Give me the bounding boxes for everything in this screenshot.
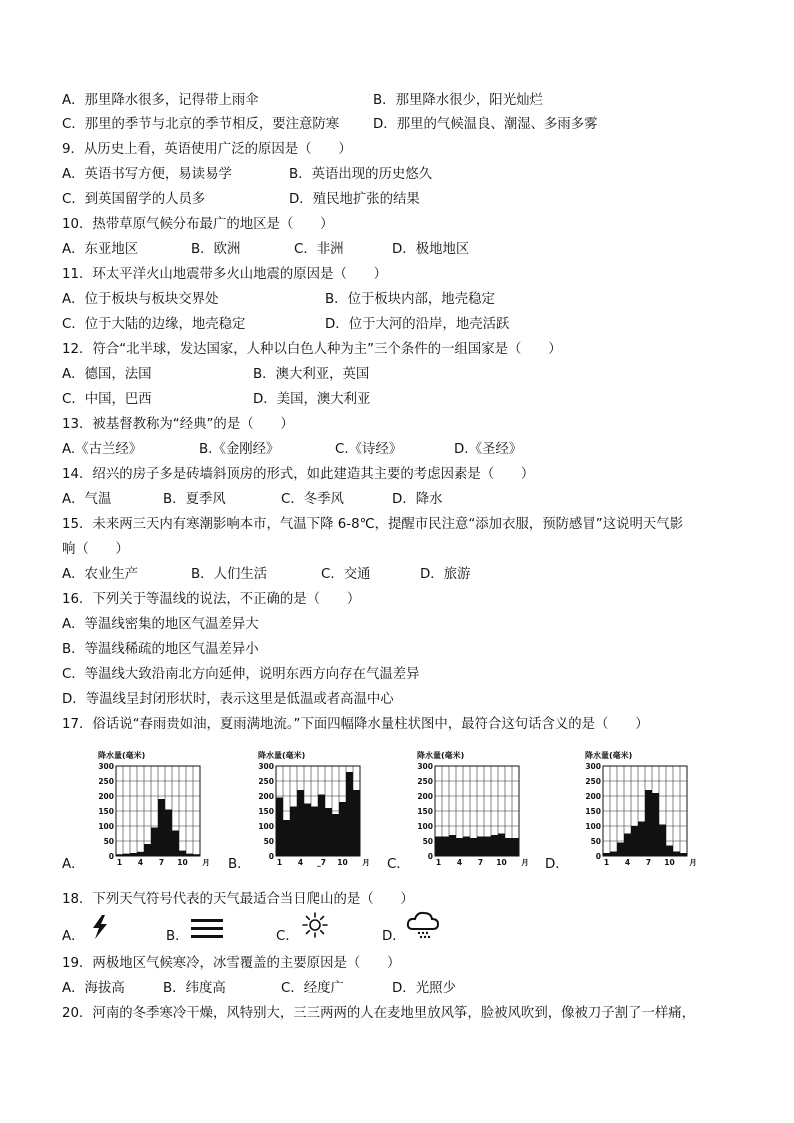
bar <box>666 846 673 857</box>
y-tick-label: 250 <box>98 777 114 786</box>
y-tick-label: 0 <box>268 852 274 861</box>
y-tick-label: 100 <box>98 822 114 831</box>
answer-option: C．位于大陆的边缘，地壳稳定 <box>62 317 246 332</box>
bar <box>491 835 498 856</box>
question-text: 17．俗话说“春雨贵如油，夏雨满地流。”下面四幅降水量柱状图中，最符合这句话含义的是（ ） <box>62 717 649 732</box>
answer-option: C．经度广 <box>281 981 344 996</box>
answer-option: D．降水 <box>392 492 443 507</box>
answer-option: D．旅游 <box>420 567 471 582</box>
x-tick-label: 月 <box>521 858 529 867</box>
bar <box>463 837 470 857</box>
y-tick-label: 100 <box>585 822 601 831</box>
bar <box>484 837 491 857</box>
chart-b <box>228 746 388 876</box>
y-tick-label: 50 <box>103 837 114 846</box>
y-tick-label: 300 <box>258 762 274 771</box>
answer-option: B.《金刚经》 <box>199 442 280 457</box>
bar <box>470 838 477 856</box>
bar <box>346 772 353 856</box>
bar <box>610 852 617 857</box>
question-text: 15．未来两三天内有寒潮影响本市，气温下降 6-8℃，提醒市民注意“添加衣服，预防感冒”这说明天气影 <box>62 517 684 532</box>
answer-option: D．位于大河的沿岸，地壳活跃 <box>325 317 510 332</box>
answer-option: A.《古兰经》 <box>62 442 143 457</box>
chart-a-svg <box>90 746 220 876</box>
answer-option: D.《圣经》 <box>454 442 523 457</box>
x-tick-label: 7 <box>645 858 652 867</box>
question-text: 19．两极地区气候寒冷，冰雪覆盖的主要原因是（ ） <box>62 956 401 971</box>
x-tick-label: 7 <box>477 858 484 867</box>
y-tick-label: 150 <box>585 807 601 816</box>
bar <box>680 853 687 856</box>
chart-d <box>545 746 705 876</box>
question-text: A．等温线密集的地区气温差异大 <box>62 617 259 632</box>
bar <box>456 838 463 856</box>
answer-option: A．德国，法国 <box>62 367 152 382</box>
answer-option: A．气温 <box>62 492 112 507</box>
y-tick-label: 150 <box>98 807 114 816</box>
bar <box>116 854 123 856</box>
bar <box>353 790 360 856</box>
x-tick-label: 10 <box>337 858 348 867</box>
question-text: 14．绍兴的房子多是砖墙斜顶房的形式，如此建造其主要的考虑因素是（ ） <box>62 467 535 482</box>
y-tick-label: 0 <box>595 852 601 861</box>
bar <box>624 834 631 857</box>
y-tick-label: 300 <box>585 762 601 771</box>
bar <box>297 790 304 856</box>
bar <box>603 853 610 856</box>
x-tick-label: 1 <box>603 858 610 867</box>
question-text: C．等温线大致沿南北方向延伸，说明东西方向存在气温差异 <box>62 667 420 682</box>
bar <box>442 837 449 857</box>
answer-option: C．冬季风 <box>281 492 344 507</box>
question-text: 18．下列天气符号代表的天气最适合当日爬山的是（ ） <box>62 892 414 907</box>
bar <box>435 837 442 857</box>
y-tick-label: 200 <box>417 792 433 801</box>
bar <box>631 826 638 856</box>
chart-ylabel: 降水量(毫米) <box>585 751 633 760</box>
answer-option: B．位于板块内部，地壳稳定 <box>325 292 495 307</box>
answer-option: B．欧洲 <box>191 242 241 257</box>
bar <box>617 843 624 857</box>
answer-option: A．东亚地区 <box>62 242 139 257</box>
sunny-icon <box>302 912 328 938</box>
answer-option: B．纬度高 <box>163 981 226 996</box>
bar <box>172 831 179 857</box>
bar <box>477 837 484 857</box>
answer-option: B．英语出现的历史悠久 <box>289 167 433 182</box>
chart-option-label: B． <box>228 857 251 872</box>
chart-ylabel: 降水量(毫米) <box>98 751 146 760</box>
bar <box>304 804 311 857</box>
snow-rain-icon <box>406 910 440 940</box>
chart-b-svg <box>250 746 380 876</box>
x-tick-label: 4 <box>297 858 304 867</box>
bar <box>137 852 144 856</box>
answer-option: B．那里降水很少，阳光灿烂 <box>373 93 543 108</box>
answer-option: A．英语书写方便，易读易学 <box>62 167 232 182</box>
x-tick-label: 1 <box>276 858 283 867</box>
question-text: 10．热带草原气候分布最广的地区是（ ） <box>62 217 334 232</box>
bar <box>673 852 680 857</box>
bar <box>449 835 456 856</box>
question-text: 12．符合“北半球，发达国家，人种以白色人种为主”三个条件的一组国家是（ ） <box>62 342 562 357</box>
y-tick-label: 50 <box>263 837 274 846</box>
bar <box>165 810 172 857</box>
y-tick-label: 250 <box>417 777 433 786</box>
bar <box>276 798 283 857</box>
bar <box>283 820 290 856</box>
answer-option: A．位于板块与板块交界处 <box>62 292 219 307</box>
answer-option: A．那里降水很多，记得带上雨伞 <box>62 93 259 108</box>
x-tick-label: 10 <box>664 858 675 867</box>
question-text: 响（ ） <box>62 542 129 557</box>
x-tick-label: 4 <box>456 858 463 867</box>
y-tick-label: 150 <box>417 807 433 816</box>
chart-ylabel: 降水量(毫米) <box>417 751 465 760</box>
bar <box>123 854 130 856</box>
y-tick-label: 100 <box>417 822 433 831</box>
answer-option: C.《诗经》 <box>335 442 403 457</box>
bar <box>158 799 165 856</box>
bar <box>638 822 645 857</box>
bar <box>659 825 666 857</box>
bar <box>193 854 200 856</box>
bar <box>498 834 505 857</box>
answer-option: B．夏季风 <box>163 492 226 507</box>
x-tick-label: 1 <box>435 858 442 867</box>
y-tick-label: 100 <box>258 822 274 831</box>
x-tick-label: _7 <box>317 858 326 867</box>
y-tick-label: 300 <box>417 762 433 771</box>
question-text: B．等温线稀疏的地区气温差异小 <box>62 642 259 657</box>
x-tick-label: 月 <box>202 858 210 867</box>
bar <box>325 808 332 856</box>
y-tick-label: 0 <box>427 852 433 861</box>
bar <box>512 838 519 856</box>
answer-option: D．那里的气候温良、潮湿、多雨多雾 <box>373 117 598 132</box>
bar <box>186 854 193 856</box>
answer-option: B．澳大利亚，英国 <box>253 367 370 382</box>
answer-option: D．殖民地扩张的结果 <box>289 192 420 207</box>
y-tick-label: 150 <box>258 807 274 816</box>
y-tick-label: 200 <box>585 792 601 801</box>
y-tick-label: 50 <box>422 837 433 846</box>
fog-icon <box>190 917 224 941</box>
question-text: 11．环太平洋火山地震带多火山地震的原因是（ ） <box>62 267 388 282</box>
bar <box>339 802 346 856</box>
x-tick-label: 月 <box>362 858 370 867</box>
symbol-label-a: A． <box>62 929 85 944</box>
chart-ylabel: 降水量(毫米) <box>258 751 306 760</box>
bar <box>318 795 325 857</box>
answer-option: D．美国，澳大利亚 <box>253 392 371 407</box>
chart-option-label: D． <box>545 857 569 872</box>
x-tick-label: 7 <box>158 858 165 867</box>
answer-option: D．光照少 <box>392 981 456 996</box>
bar <box>130 853 137 856</box>
bar <box>290 807 297 857</box>
y-tick-label: 50 <box>590 837 601 846</box>
x-tick-label: 10 <box>177 858 188 867</box>
y-tick-label: 250 <box>258 777 274 786</box>
answer-option: C．那里的季节与北京的季节相反，要注意防寒 <box>62 117 340 132</box>
y-tick-label: 200 <box>258 792 274 801</box>
y-tick-label: 0 <box>108 852 114 861</box>
bar <box>151 828 158 857</box>
question-text: D．等温线呈封闭形状时，表示这里是低温或者高温中心 <box>62 692 394 707</box>
chart-option-label: A． <box>62 857 85 872</box>
answer-option: B．人们生活 <box>191 567 268 582</box>
answer-option: C．中国，巴西 <box>62 392 152 407</box>
answer-option: D．极地地区 <box>392 242 470 257</box>
x-tick-label: 4 <box>624 858 631 867</box>
y-tick-label: 250 <box>585 777 601 786</box>
x-tick-label: 月 <box>689 858 697 867</box>
chart-c-svg <box>409 746 539 876</box>
chart-d-svg <box>577 746 707 876</box>
symbol-label-d: D． <box>382 929 406 944</box>
answer-option: A．农业生产 <box>62 567 139 582</box>
x-tick-label: 1 <box>116 858 123 867</box>
y-tick-label: 200 <box>98 792 114 801</box>
bar <box>179 851 186 856</box>
bar <box>311 807 318 857</box>
x-tick-label: 10 <box>496 858 507 867</box>
answer-option: C．非洲 <box>294 242 344 257</box>
x-tick-label: 4 <box>137 858 144 867</box>
question-text: 16．下列关于等温线的说法，不正确的是（ ） <box>62 592 361 607</box>
bar <box>505 838 512 856</box>
question-text: 13．被基督教称为“经典”的是（ ） <box>62 417 294 432</box>
answer-option: A．海拔高 <box>62 981 125 996</box>
thunder-icon <box>90 914 110 940</box>
bar <box>645 790 652 856</box>
chart-option-label: C． <box>387 857 410 872</box>
bar <box>652 793 659 856</box>
answer-option: C．到英国留学的人员多 <box>62 192 206 207</box>
bar <box>332 814 339 856</box>
bar <box>144 844 151 856</box>
y-tick-label: 300 <box>98 762 114 771</box>
symbol-label-b: B． <box>166 929 189 944</box>
chart-a <box>62 746 222 876</box>
answer-option: C．交通 <box>321 567 371 582</box>
question-text: 9．从历史上看，英语使用广泛的原因是（ ） <box>62 142 352 157</box>
symbol-label-c: C． <box>276 929 299 944</box>
chart-c <box>387 746 547 876</box>
question-text: 20．河南的冬季寒冷干燥，风特别大，三三两两的人在麦地里放风筝，脸被风吹到，像被刀子割了一样痛， <box>62 1006 696 1021</box>
